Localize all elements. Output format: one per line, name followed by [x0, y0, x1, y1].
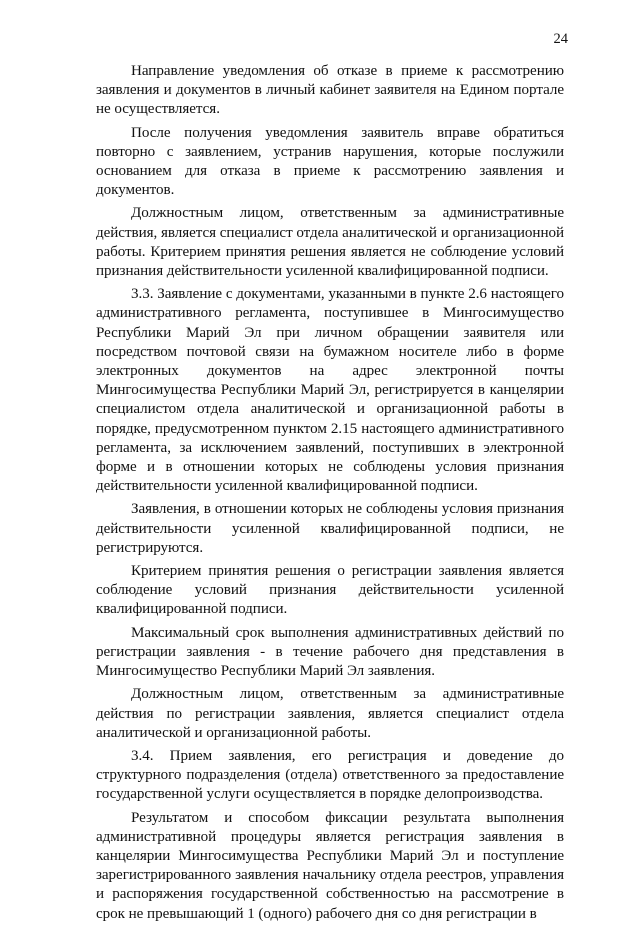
paragraph-resubmission: После получения уведомления заявитель вправе обратиться повторно с заявлением, устранив нарушения, которые послужили основанием для отказа в приеме к рассмотрению заявления и документов.: [96, 124, 564, 199]
paragraph-rejection-notice: Направление уведомления об отказе в приеме к рассмотрению заявления и документов в личный кабинет заявителя на Едином портале не осуществляется.: [96, 63, 564, 118]
paragraph-not-registered: Заявления, в отношении которых не соблюдены условия признания действительности усиленной квалифицированной подписи, не регистрируются.: [96, 501, 564, 556]
paragraph-result: Результатом и способом фиксации результата выполнения административной процедуры является регистрация заявления в канцелярии Мингосимущества Республики Марий Эл и поступление зарегистрированного заявления начальнику отдела реестров, управления и распоряжения государственной собственностью на рассмотрение в срок не превышающий 1 (одного) рабочего дня со дня регистрации в: [96, 809, 564, 922]
paragraph-registration-official: Должностным лицом, ответственным за административные действия по регистрации заявления, является специалист отдела аналитической и организационной работы.: [96, 686, 564, 741]
paragraph-responsible-official: Должностным лицом, ответственным за административные действия, является специалист отдела аналитической и организационной работы. Критерием принятия решения является не соблюдение условий признания действительности усиленной квалифицированной подписи.: [96, 205, 564, 280]
paragraph-registration-criterion: Критерием принятия решения о регистрации заявления является соблюдение условий признания действительности усиленной квалифицированной подписи.: [96, 563, 564, 618]
paragraph-max-term: Максимальный срок выполнения административных действий по регистрации заявления - в течение рабочего дня представления в Мингосимущество Республики Марий Эл заявления.: [96, 624, 564, 680]
paragraph-section-3-3: 3.3. Заявление с документами, указанными в пункте 2.6 настоящего административного регламента, поступившее в Мингосимущество Республики Марий Эл при личном обращении заявителя или посредством почтовой связи на бумажном носителе либо в форме электронных документов на адрес электронной почты Мингосимущества Республики Марий Эл, регистрируется в канцелярии специалистом отдела аналитической и организационной работы в порядке, предусмотренном пунктом 2.15 настоящего административного регламента, за исключением заявлений, поступивших в электронной форме и в отношении которых не соблюдены условия признания действительности усиленной квалифицированной подписи.: [96, 286, 564, 495]
document-body: [96, 62, 564, 928]
page-number: 24: [553, 31, 568, 47]
paragraph-section-3-4: 3.4. Прием заявления, его регистрация и доведение до структурного подразделения (отдела) ответственного за предоставление государственной услуги осуществляется в порядке делопроизводства.: [96, 747, 564, 803]
